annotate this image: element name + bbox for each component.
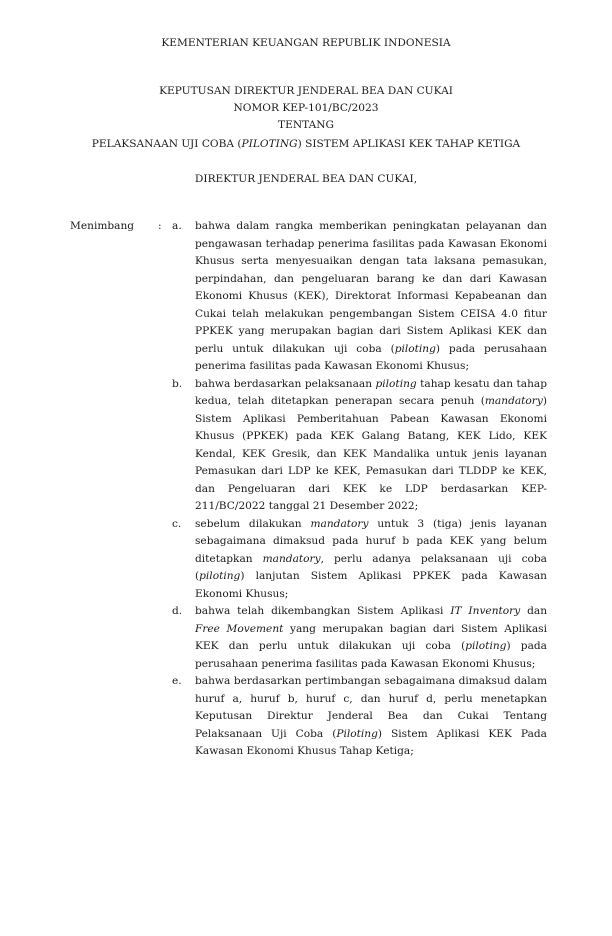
text-segment: yang merupakan bagian dari Sistem Aplikasi KEK dan perlu untuk dilakukan uji coba ( — [195, 622, 547, 652]
item-text — [195, 218, 547, 376]
considering-item — [172, 218, 547, 376]
italic-term: mandatory — [484, 395, 543, 407]
considering-item — [172, 673, 547, 761]
text-segment: , perlu adanya pelaksanaan uji coba ( — [195, 552, 547, 582]
text-segment: ) pada perusahaan penerima fasilitas pada Kawasan Ekonomi Khusus; — [195, 640, 547, 670]
item-letter: e. — [172, 675, 182, 687]
item-text — [195, 603, 547, 673]
text-segment: bahwa dalam rangka memberikan peningkatan pelayanan dan pengawasan terhadap penerima fasilitas pada Kawasan Ekonomi Khusus serta menyesuaikan dengan tata laksana pemasukan, perpindahan, dan pengeluaran barang ke dan dari Kawasan Ekonomi Khusus (KEK), Direktorat Informasi Kepabeanan dan Cukai telah melakukan pengembangan Sistem CEISA 4.0 fitur PPKEK yang merupakan bagian dari Sistem Aplikasi KEK dan perlu untuk dilakukan uji coba ( — [195, 220, 547, 355]
italic-term: piloting — [465, 640, 507, 652]
ministry-heading: KEMENTERIAN KEUANGAN REPUBLIK INDONESIA — [161, 37, 451, 49]
considering-item — [172, 516, 547, 604]
text-segment: sebelum dilakukan — [195, 517, 311, 530]
item-text — [195, 376, 547, 516]
decree-subject-italic: PILOTING — [241, 138, 298, 150]
considering-list — [172, 218, 547, 761]
text-segment: untuk 3 (tiga) jenis layanan sebagaimana dimaksud pada huruf b pada KEK yang belum ditetapkan — [195, 517, 547, 565]
italic-term: piloting — [394, 342, 436, 355]
text-segment: bahwa telah dikembangkan Sistem Aplikasi — [195, 605, 451, 617]
decree-subject-after: ) SISTEM APLIKASI KEK TAHAP KETIGA — [297, 138, 521, 150]
considering-label: Menimbang — [70, 220, 135, 232]
italic-term: piloting — [199, 570, 241, 582]
decree-subject — [0, 136, 612, 154]
item-letter: b. — [172, 377, 183, 390]
director-heading: DIREKTUR JENDERAL BEA DAN CUKAI, — [194, 173, 418, 185]
item-text — [195, 673, 547, 761]
italic-term: mandatory — [262, 552, 321, 565]
considering-item — [172, 376, 547, 516]
decree-title: KEPUTUSAN DIREKTUR JENDERAL BEA DAN CUKAI — [159, 85, 453, 97]
item-letter: d. — [172, 605, 183, 617]
italic-term: IT Inventory — [450, 605, 521, 617]
item-letter: c. — [172, 517, 182, 530]
text-segment: ) Sistem Aplikasi KEK Pada Kawasan Ekonomi Khusus Tahap Ketiga; — [195, 727, 547, 757]
considering-item — [172, 603, 547, 673]
considering-colon: : — [158, 220, 162, 232]
text-segment: tahap kesatu dan tahap kedua, telah ditetapkan penerapan secara penuh ( — [195, 377, 547, 407]
text-segment: bahwa berdasarkan pertimbangan sebagaimana dimaksud dalam huruf a, huruf b, huruf c, dan huruf d, perlu menetapkan Keputusan Direktur Jenderal Bea dan Cukai Tentang Pelaksanaan Uji Coba ( — [195, 675, 547, 740]
italic-term: mandatory — [310, 517, 369, 530]
about-label: TENTANG — [278, 119, 334, 131]
decree-number: NOMOR KEP-101/BC/2023 — [233, 102, 379, 114]
text-segment: ) Sistem Aplikasi Pemberitahuan Pabean Kawasan Ekonomi Khusus (PPKEK) pada KEK Galang Batang, KEK Lido, KEK Kendal, KEK Gresik, dan KEK Mandalika untuk jenis layanan Pemasukan dari LDP ke KEK, Pemasukan dari TLDDP ke KEK, dan Pengeluaran dari KEK ke LDP berdasarkan KEP-211/BC/2022 tanggal 21 Desember 2022; — [195, 395, 547, 512]
italic-term: Free Movement — [195, 622, 284, 635]
italic-term: Piloting — [336, 727, 378, 740]
italic-term: piloting — [375, 377, 417, 390]
item-letter: a. — [172, 220, 182, 232]
item-text — [195, 516, 547, 604]
decree-subject-before: PELAKSANAAN UJI COBA ( — [91, 138, 242, 150]
text-segment: ) lanjutan Sistem Aplikasi PPKEK pada Kawasan Ekonomi Khusus; — [195, 570, 547, 600]
text-segment: dan — [520, 605, 548, 617]
text-segment: ) pada perusahaan penerima fasilitas pada Kawasan Ekonomi Khusus; — [195, 342, 547, 372]
text-segment: bahwa berdasarkan pelaksanaan — [195, 377, 376, 390]
